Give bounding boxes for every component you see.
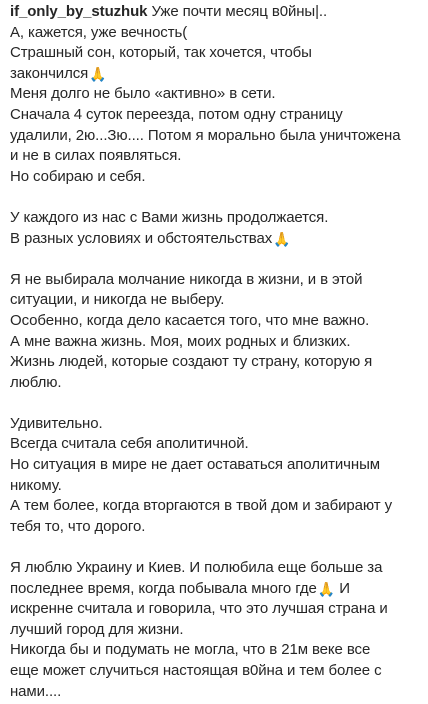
caption-line [10, 434, 416, 455]
caption-text: Сначала 4 суток переезда, потом одну страницу [10, 105, 343, 123]
caption-text: еще может случиться настоящая в0йна и тем более с [10, 662, 382, 679]
folded-hands-icon: 🙏 [317, 581, 336, 598]
caption-line [10, 373, 416, 394]
caption-line [10, 23, 416, 44]
folded-hands-icon: 🙏 [273, 231, 291, 248]
caption-text: А мне важна жизнь. Моя, моих родных и близких. [10, 332, 351, 350]
caption-text: Меня долго не было «активно» в сети. [10, 85, 276, 103]
caption-text: Я не выбирала молчание никогда в жизни, и в этой [10, 270, 363, 288]
caption-line [10, 414, 416, 435]
caption-text: искренне считала и говорила, что это лучшая страна и [10, 600, 388, 618]
caption-line [10, 558, 416, 579]
caption-line [10, 332, 416, 353]
folded-hands-icon: 🙏 [89, 66, 107, 83]
caption-line [10, 455, 416, 476]
caption-text: Жизнь людей, которые создают ту страну, которую я [10, 353, 373, 371]
caption-text: закончился [10, 64, 89, 82]
caption-text: Уже почти месяц в0йны|.. [151, 3, 328, 20]
caption-line [10, 270, 416, 291]
caption-line [10, 290, 416, 311]
caption-line [10, 43, 416, 64]
caption-line [10, 682, 416, 703]
caption-text: Никогда бы и подумать не могла, что в 21м веке все [10, 641, 371, 659]
caption-line [10, 146, 416, 167]
caption-text: Всегда считала себя аполитичной. [10, 435, 249, 453]
caption-text: Я люблю Украину и Киев. И полюбила еще больше за [10, 559, 383, 577]
caption-line [10, 352, 416, 373]
caption-line [10, 599, 416, 620]
caption-line [10, 229, 416, 250]
caption-text: лучший город для жизни. [10, 620, 184, 638]
caption-text: ситуации, и никогда не выберу. [10, 291, 225, 309]
paragraph-spacer [10, 249, 416, 270]
caption-text: А тем более, когда вторгаются в твой дом и забирают у [10, 497, 392, 515]
caption-text: удалили, 2ю...Зю.... Потом я морально была уничтожена [10, 126, 401, 144]
caption-line [10, 64, 416, 85]
caption-text: тебя то, что дорого. [10, 517, 146, 535]
paragraph-spacer [10, 393, 416, 414]
caption-text: люблю. [10, 373, 62, 391]
caption-line [10, 311, 416, 332]
caption-line [10, 84, 416, 105]
caption-line [10, 105, 416, 126]
caption-line [10, 208, 416, 229]
caption-line [10, 167, 416, 188]
caption-text: У каждого из нас с Вами жизнь продолжается. [10, 208, 329, 226]
caption-text: нами.... [10, 682, 62, 700]
caption-text: Особенно, когда дело касается того, что мне важно. [10, 311, 370, 329]
caption-text: последнее время, когда побывала много где [10, 579, 317, 597]
caption-line [10, 517, 416, 538]
paragraph-spacer [10, 537, 416, 558]
caption-line [10, 496, 416, 517]
username-link[interactable]: if_only_by_stuzhuk [10, 3, 148, 20]
caption-line [10, 640, 416, 661]
caption-line [10, 579, 416, 600]
caption-text: Но ситуация в мире не дает оставаться аполитичным [10, 456, 380, 474]
caption-line [10, 661, 416, 682]
caption-text: Страшный сон, который, так хочется, чтобы [10, 44, 312, 62]
caption-text: Удивительно. [10, 414, 103, 432]
caption-text: И [335, 579, 350, 597]
caption-text: никому. [10, 476, 62, 494]
caption-text: А, кажется, уже вечность( [10, 23, 188, 41]
caption-line [10, 2, 416, 23]
caption-line [10, 126, 416, 147]
caption-line [10, 476, 416, 497]
caption-line [10, 620, 416, 641]
caption-text: и не в силах появляться. [10, 147, 182, 165]
caption-text: Но собираю и себя. [10, 167, 146, 185]
caption-text: В разных условиях и обстоятельствах [10, 229, 273, 247]
paragraph-spacer [10, 187, 416, 208]
